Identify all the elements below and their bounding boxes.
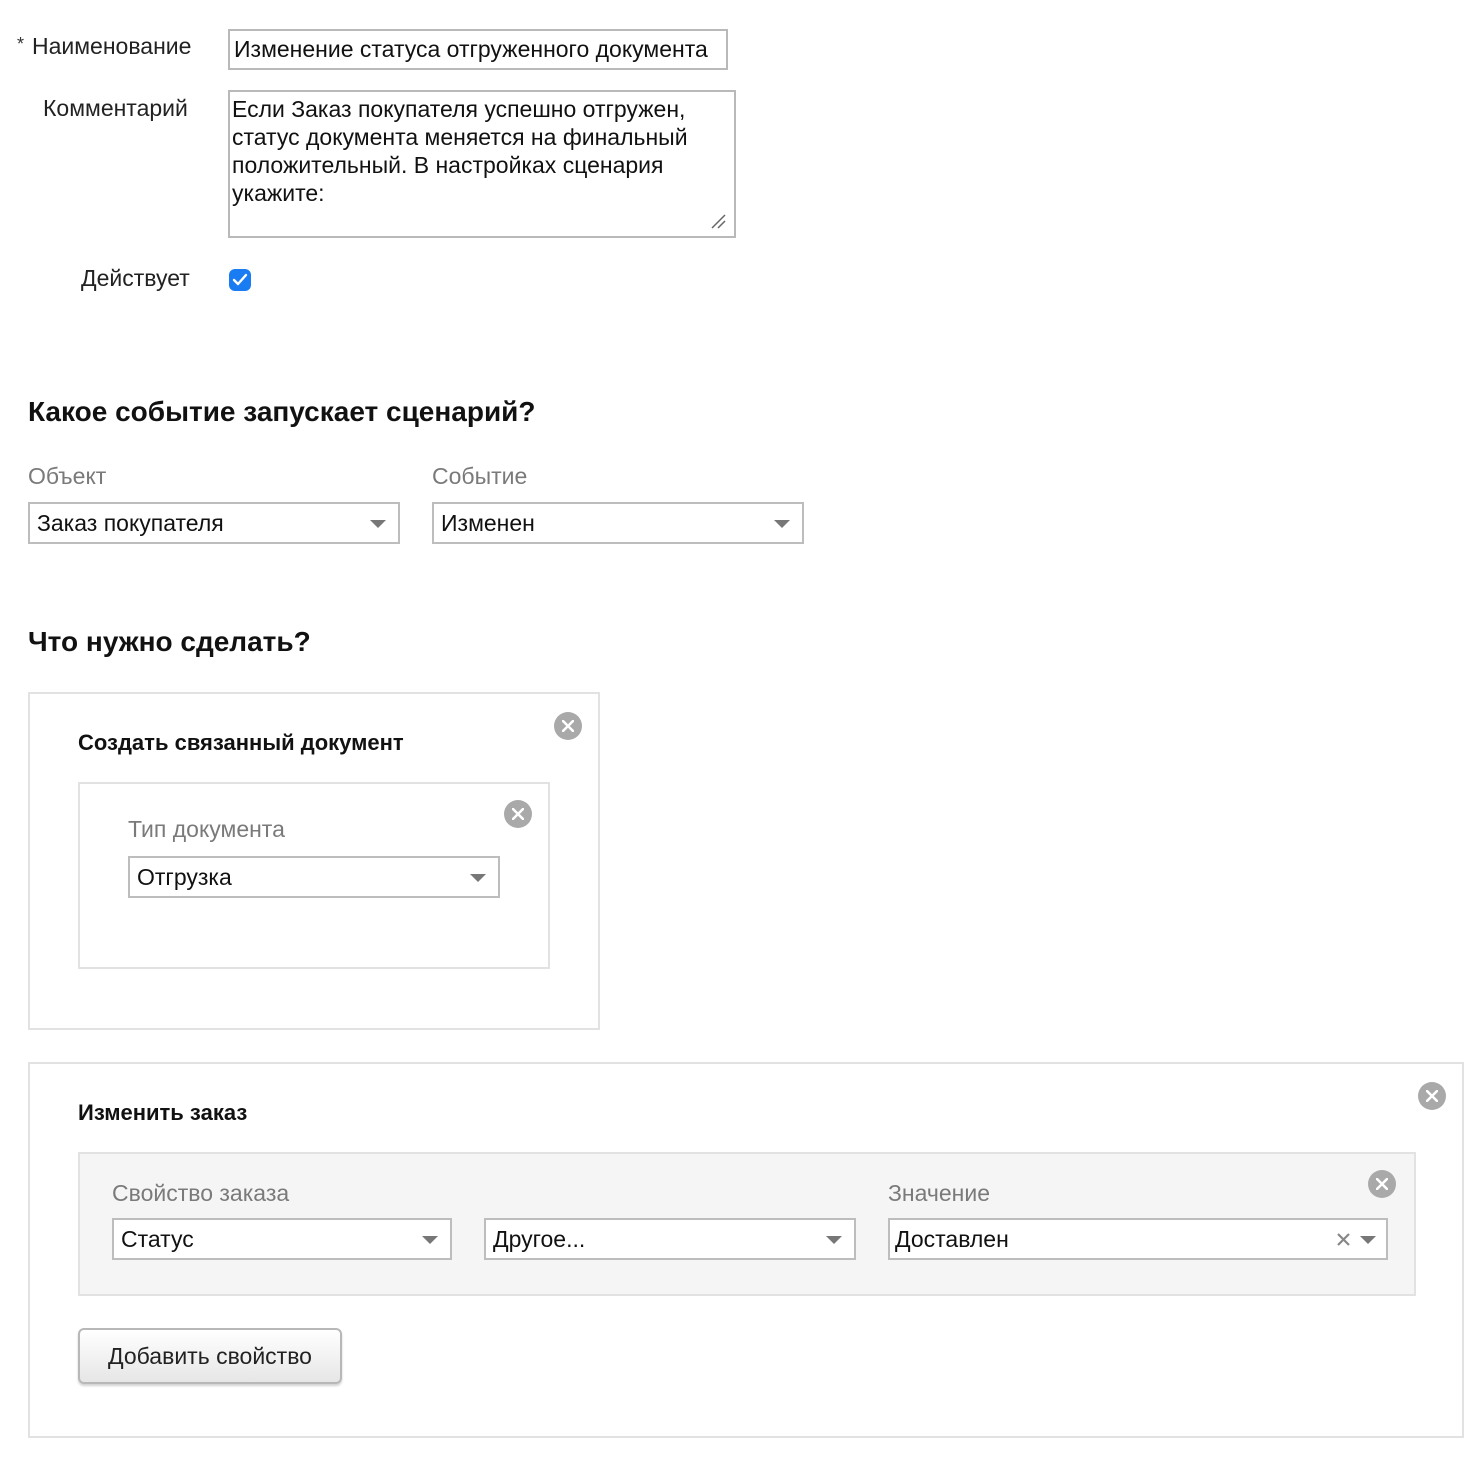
event-select[interactable] — [432, 502, 804, 544]
chevron-down-icon — [422, 1236, 438, 1244]
chevron-down-icon — [470, 874, 486, 882]
actions-heading: Что нужно сделать? — [28, 626, 311, 657]
object-select-value: Заказ покупателя — [37, 509, 224, 536]
order-property-label: Свойство заказа — [112, 1180, 290, 1206]
chevron-down-icon — [774, 520, 790, 528]
object-label: Объект — [28, 463, 107, 489]
close-icon — [1376, 1178, 1388, 1190]
comment-label: Комментарий — [43, 95, 188, 121]
close-icon — [1426, 1090, 1438, 1102]
event-select-value: Изменен — [441, 509, 535, 536]
document-type-subpanel — [78, 782, 550, 969]
chevron-down-icon — [826, 1236, 842, 1244]
checkmark-icon — [232, 273, 248, 287]
name-input[interactable] — [228, 29, 728, 70]
close-icon — [512, 808, 524, 820]
value-mode-select[interactable] — [484, 1218, 856, 1260]
chevron-down-icon — [370, 520, 386, 528]
comment-textarea[interactable] — [228, 90, 736, 238]
document-type-label: Тип документа — [128, 816, 285, 842]
close-icon — [562, 720, 574, 732]
value-mode-value: Другое... — [493, 1225, 586, 1252]
chevron-down-icon — [1360, 1236, 1376, 1244]
document-type-select[interactable] — [128, 856, 500, 898]
create-document-title: Создать связанный документ — [78, 730, 404, 755]
remove-property-button[interactable] — [1368, 1170, 1396, 1198]
change-order-panel — [28, 1062, 1464, 1438]
order-property-value: Статус — [121, 1225, 194, 1252]
object-select[interactable] — [28, 502, 400, 544]
document-type-value: Отгрузка — [137, 863, 232, 890]
remove-document-type-button[interactable] — [504, 800, 532, 828]
order-property-select[interactable] — [112, 1218, 452, 1260]
trigger-heading: Какое событие запускает сценарий? — [28, 396, 536, 427]
create-document-panel — [28, 692, 600, 1030]
remove-action-button[interactable] — [554, 712, 582, 740]
change-order-title: Изменить заказ — [78, 1100, 248, 1125]
active-checkbox[interactable] — [229, 269, 251, 291]
event-label: Событие — [432, 463, 528, 489]
clear-icon[interactable] — [1337, 1233, 1350, 1246]
value-select[interactable] — [888, 1218, 1388, 1260]
active-label: Действует — [81, 265, 190, 291]
required-mark: * — [17, 34, 25, 54]
order-property-row — [78, 1152, 1416, 1296]
resize-handle-icon[interactable] — [710, 213, 726, 229]
name-label: Наименование — [32, 33, 192, 59]
value-select-value: Доставлен — [895, 1225, 1009, 1252]
add-property-button[interactable]: Добавить свойство — [78, 1328, 342, 1384]
value-label: Значение — [888, 1180, 990, 1206]
remove-action-button[interactable] — [1418, 1082, 1446, 1110]
